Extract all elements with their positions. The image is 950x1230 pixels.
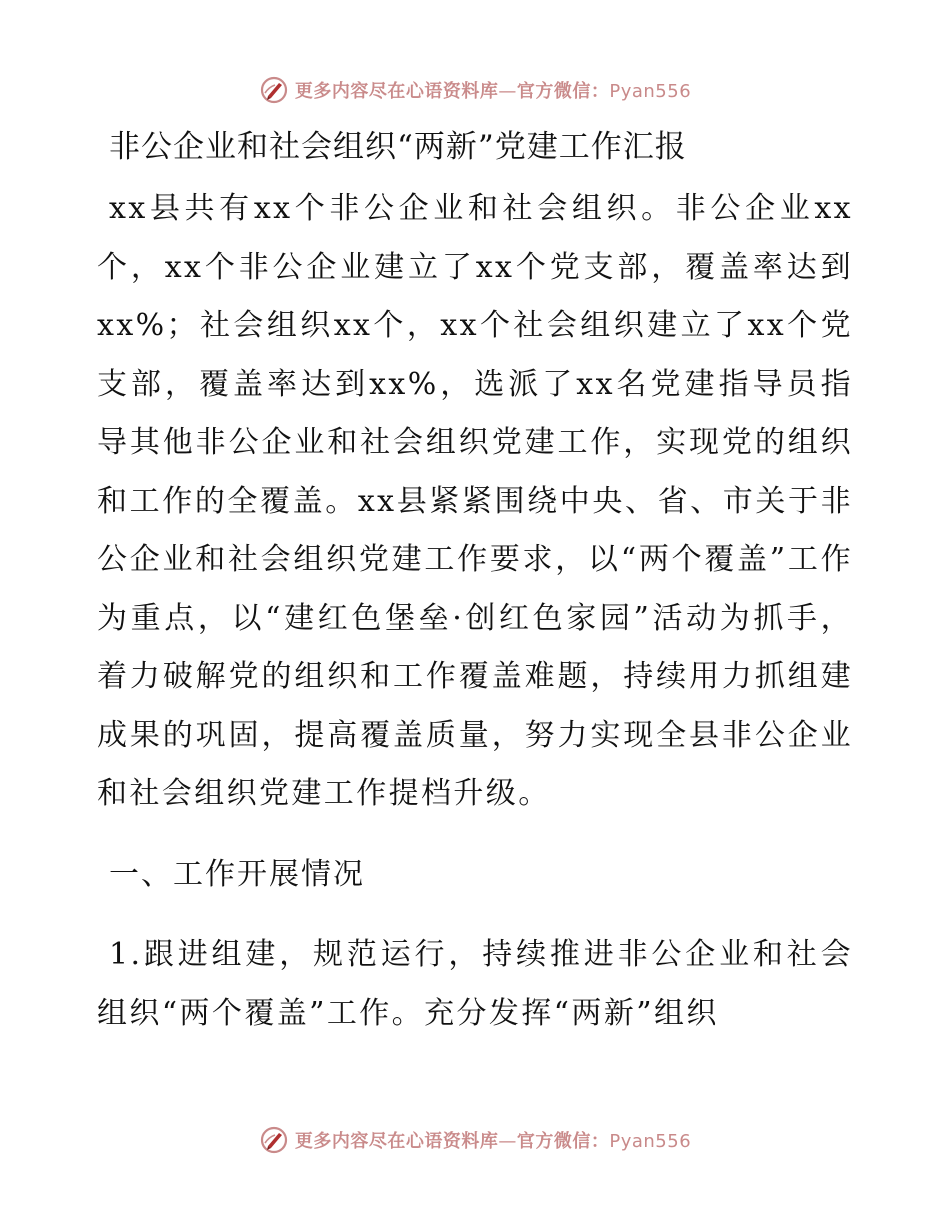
section-heading: 一、工作开展情况 <box>109 856 365 892</box>
paragraph-overview: xx县共有xx个非公企业和社会组织。非公企业xx个，xx个非公企业建立了xx个党支部，覆盖率达到xx%；社会组织xx个，xx个社会组织建立了xx个党支部，覆盖率达到xx%，选派了xx名党建指导员指导其他非公企业和社会组织党建工作，实现党的组织和工作的全覆盖。xx县紧紧围绕中央、省、市关于非公企业和社会组织党建工作要求，以“两个覆盖”工作为重点，以“建红色堡垒·创红色家园”活动为抓手，着力破解党的组织和工作覆盖难题，持续用力抓组建成果的巩固，提高覆盖质量，努力实现全县非公企业和社会组织党建工作提档升级。 <box>97 191 853 811</box>
quill-pen-logo-icon <box>259 75 289 105</box>
watermark-wechat-id: Pyan556 <box>609 1131 692 1152</box>
quill-pen-logo-icon <box>259 1125 289 1155</box>
watermark-lead: 更多内容尽在心语资料库 <box>294 1131 499 1152</box>
document-title: 非公企业和社会组织“两新”党建工作汇报 <box>109 129 687 165</box>
header-watermark-banner <box>0 72 950 108</box>
paragraph-section1: 1.跟进组建，规范运行，持续推进非公企业和社会组织“两个覆盖”工作。充分发挥“两新”组织 <box>97 937 853 1031</box>
watermark-wechat-label: 官方微信： <box>516 81 610 102</box>
watermark-dash: — <box>498 1131 517 1152</box>
watermark-wechat-id: Pyan556 <box>609 81 692 102</box>
watermark-lead: 更多内容尽在心语资料库 <box>294 81 499 102</box>
watermark-wechat-label: 官方微信： <box>516 1131 610 1152</box>
footer-watermark-banner <box>0 1122 950 1158</box>
watermark-text <box>295 1127 691 1153</box>
watermark-text <box>295 77 691 103</box>
document-body <box>97 118 853 1043</box>
watermark-dash: — <box>498 81 517 102</box>
